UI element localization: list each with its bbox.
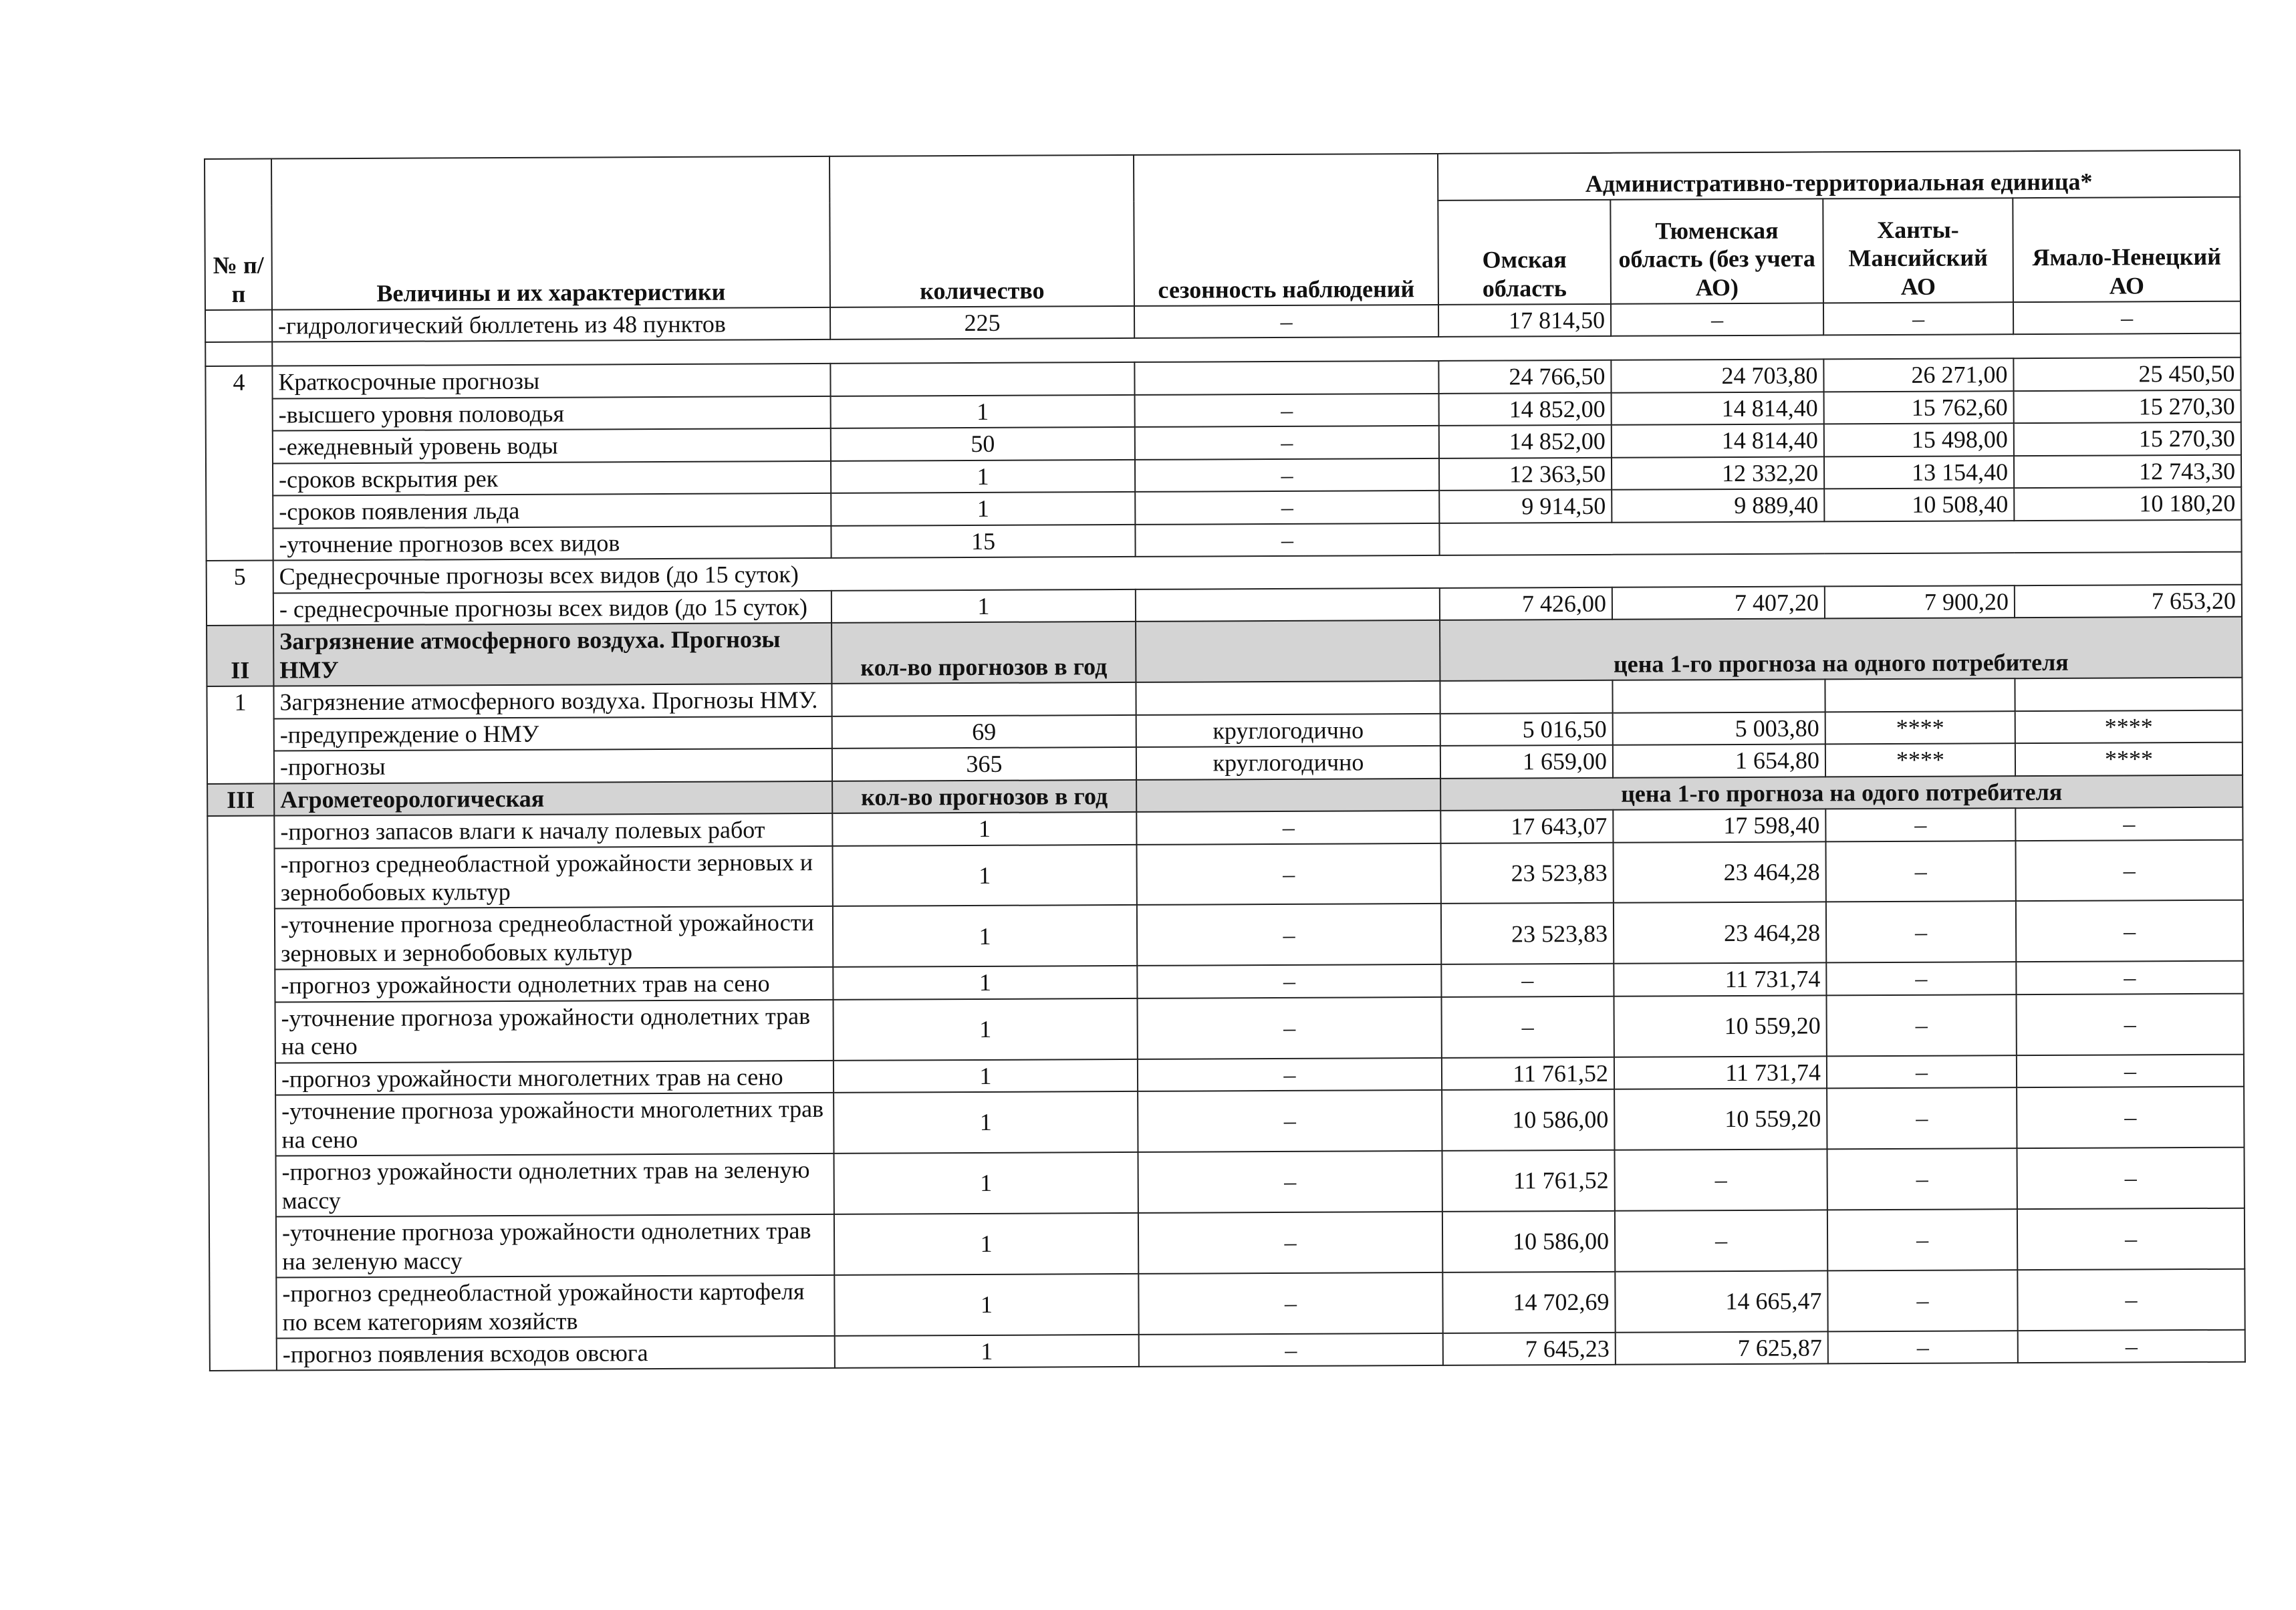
row-season: – <box>1137 964 1441 998</box>
row-qty: 1 <box>834 1213 1138 1275</box>
row-season: – <box>1139 1333 1443 1367</box>
row-value-yanao: 10 180,20 <box>2014 487 2241 521</box>
row-values-empty <box>1439 520 2241 556</box>
row-value-tyumen: 7 625,87 <box>1616 1331 1828 1365</box>
row-season: круглогодично <box>1136 714 1440 747</box>
header-qty: количество <box>830 155 1134 307</box>
row-value-tyumen: 17 598,40 <box>1613 809 1825 842</box>
row-name: -прогноз среднеобластной урожайности картофеля по всем категориям хозяйств <box>276 1275 834 1339</box>
header-region-yanao: Ямало-Ненецкий АО <box>2013 197 2241 302</box>
row-value-omsk: 7 645,23 <box>1443 1333 1616 1366</box>
row-name: - среднесрочные прогнозы всех видов (до 15 суток) <box>273 591 832 626</box>
row-value-omsk: 11 761,52 <box>1442 1150 1614 1212</box>
row-value-tyumen: 12 332,20 <box>1612 456 1824 490</box>
row-season <box>1136 588 1440 622</box>
section-qty-label: кол-во прогнозов в год <box>832 622 1136 684</box>
row-qty: 1 <box>832 844 1136 906</box>
row-qty: 1 <box>833 966 1137 999</box>
row-name: -прогноз появления всходов овсюга <box>277 1336 835 1371</box>
header-region-khmao: Ханты-Мансийский АО <box>1823 198 2013 303</box>
row-qty: 50 <box>831 427 1135 460</box>
row-value-yanao: – <box>2015 807 2243 841</box>
row-season: – <box>1135 426 1439 459</box>
row-name: -прогноз среднеобластной урожайности зерновых и зернобобовых культур <box>275 845 833 909</box>
row-value-khmao: 15 498,00 <box>1824 424 2014 457</box>
table-row <box>209 1208 2245 1278</box>
row-value-khmao: – <box>1827 1270 2017 1331</box>
header-region-omsk: Омская область <box>1438 200 1611 305</box>
row-value-khmao: – <box>1827 1148 2017 1210</box>
row-value-khmao: 15 762,60 <box>1824 391 2014 424</box>
section-qty-label: кол-во прогнозов в год <box>832 779 1136 813</box>
row-qty: 1 <box>833 905 1137 967</box>
row-value-tyumen: 23 464,28 <box>1613 841 1825 903</box>
row-name: -уточнение прогноза урожайности однолетних трав на сено <box>275 1000 834 1063</box>
row-value-khmao: – <box>1825 841 2015 902</box>
row-season: – <box>1134 305 1438 338</box>
row-value-yanao: **** <box>2015 743 2243 776</box>
section-num: II <box>207 626 273 686</box>
row-value-khmao: – <box>1828 1331 2018 1364</box>
row-value-omsk: 7 426,00 <box>1440 587 1612 621</box>
row-value-omsk: 1 659,00 <box>1440 745 1613 779</box>
row-value-khmao: – <box>1823 302 2013 336</box>
row-season: – <box>1136 811 1440 844</box>
row-value-tyumen: 1 654,80 <box>1613 745 1825 778</box>
section-row <box>207 617 2242 686</box>
row-value-khmao: – <box>1827 1209 2017 1270</box>
row-qty: 1 <box>832 589 1136 623</box>
header-admin-unit: Административно-территориальная единица* <box>1438 150 2240 200</box>
row-season: – <box>1138 1212 1442 1274</box>
table-row <box>208 839 2243 909</box>
row-qty: 1 <box>834 1091 1138 1154</box>
row-qty: 225 <box>830 306 1134 340</box>
row-value-yanao: 12 743,30 <box>2014 455 2241 489</box>
row-name: -прогнозы <box>274 749 832 783</box>
row-value-yanao: – <box>2015 839 2243 901</box>
group-title: Краткосрочные прогнозы <box>272 364 830 398</box>
row-qty: 1 <box>835 1335 1139 1368</box>
row-value-omsk: 23 523,83 <box>1440 842 1613 904</box>
row-value-khmao: – <box>1827 1055 2017 1089</box>
header-name: Величины и их характеристики <box>271 156 830 310</box>
section-num: III <box>207 783 274 816</box>
row-value-yanao: – <box>2017 1148 2244 1209</box>
header-row-1 <box>205 150 2240 206</box>
row-value-yanao: – <box>2016 994 2243 1055</box>
row-value-tyumen: 11 731,74 <box>1614 963 1826 996</box>
row-qty: 365 <box>832 747 1136 781</box>
group-num: 4 <box>205 366 273 561</box>
row-name: -уточнение прогноза урожайности многолетних трав на сено <box>275 1093 834 1156</box>
section-num-cell <box>207 816 277 1371</box>
group-num: 5 <box>207 561 273 626</box>
row-value-tyumen: 10 559,20 <box>1614 1089 1827 1150</box>
row-value-omsk: 14 852,00 <box>1439 425 1612 458</box>
section-price-label: цена 1-го прогноза на одного потребителя <box>1440 617 2242 681</box>
row-value-tyumen: 14 814,40 <box>1612 392 1824 425</box>
table-row <box>209 994 2244 1063</box>
row-value-yanao: – <box>2018 1330 2245 1363</box>
row-name: -высшего уровня половодья <box>273 396 831 431</box>
row-value-omsk: 10 586,00 <box>1442 1211 1615 1272</box>
row-qty: 1 <box>834 1059 1138 1093</box>
row-name: -уточнение прогноза среднеобластной урожайности зерновых и зернобобовых культур <box>275 906 833 970</box>
row-value-yanao: – <box>2016 961 2243 994</box>
row-season: – <box>1138 1151 1442 1213</box>
header-num: № п/п <box>205 159 272 310</box>
row-name: -предупреждение о НМУ <box>274 716 832 751</box>
row-name: -уточнение прогноза урожайности однолетних трав на зеленую массу <box>276 1214 834 1278</box>
section-price-label: цена 1-го прогноза на одого потребителя <box>1440 775 2243 811</box>
row-season: – <box>1138 1058 1442 1091</box>
row-value-omsk: 10 586,00 <box>1442 1089 1614 1151</box>
row-value-tyumen: 5 003,80 <box>1613 712 1825 745</box>
row-value-khmao: – <box>1826 962 2016 996</box>
row-season: – <box>1135 394 1439 427</box>
tariff-table <box>204 150 2246 1372</box>
row-value-omsk: 14 702,69 <box>1442 1272 1615 1333</box>
row-value-khmao: 13 154,40 <box>1824 456 2014 489</box>
section-title: Агрометеорологическая <box>274 781 832 815</box>
row-value-tyumen: 14 665,47 <box>1615 1270 1827 1332</box>
row-qty: 15 <box>831 525 1135 558</box>
row-value-yanao: 7 653,20 <box>2015 584 2242 618</box>
group-total-khmao: 26 271,00 <box>1823 359 2013 392</box>
row-value-omsk: – <box>1441 996 1614 1058</box>
row-value-yanao: – <box>2017 1054 2244 1087</box>
row-name: -сроков вскрытия рек <box>273 461 831 496</box>
row-qty: 1 <box>831 395 1135 428</box>
row-value-tyumen: – <box>1614 1150 1827 1211</box>
row-value-khmao: 10 508,40 <box>1824 489 2014 522</box>
row-value-tyumen: 14 814,40 <box>1612 424 1824 458</box>
row-name: -ежедневный уровень воды <box>273 428 831 463</box>
row-num <box>205 310 272 343</box>
row-value-tyumen: 23 464,28 <box>1614 902 1826 964</box>
row-value-khmao: – <box>1825 808 2015 841</box>
row-qty: 69 <box>832 715 1136 749</box>
row-value-omsk: 12 363,50 <box>1439 458 1612 491</box>
row-value-yanao: 15 270,30 <box>2014 422 2241 456</box>
row-qty: 1 <box>831 492 1135 525</box>
row-qty: 1 <box>834 1152 1138 1214</box>
row-name: -сроков появления льда <box>273 493 831 528</box>
row-name: -прогноз урожайности однолетних трав на зеленую массу <box>276 1154 834 1217</box>
row-season: – <box>1135 491 1439 524</box>
group-total-yanao: 25 450,50 <box>2013 358 2241 391</box>
row-value-omsk: 14 852,00 <box>1439 393 1612 426</box>
row-value-yanao: – <box>2016 900 2243 962</box>
row-value-yanao: 15 270,30 <box>2014 390 2241 424</box>
group-total-tyumen: 24 703,80 <box>1611 360 1823 393</box>
row-season: круглогодично <box>1136 746 1440 779</box>
row-qty: 1 <box>834 1274 1138 1336</box>
row-value-yanao: – <box>2017 1087 2244 1148</box>
group-title: Среднесрочные прогнозы всех видов (до 15 суток) <box>273 552 2242 593</box>
row-value-tyumen: – <box>1615 1210 1827 1272</box>
row-value-yanao: – <box>2017 1269 2245 1331</box>
row-value-omsk: 17 814,50 <box>1438 304 1611 338</box>
row-value-khmao: **** <box>1825 711 2015 745</box>
row-qty: 1 <box>832 812 1136 845</box>
table-row <box>209 1269 2245 1339</box>
row-season: – <box>1135 523 1439 557</box>
subgroup-num: 1 <box>207 686 274 784</box>
row-qty: 1 <box>834 998 1138 1061</box>
row-season: – <box>1138 1090 1442 1152</box>
header-season: сезонность наблюдений <box>1134 154 1438 306</box>
row-value-yanao: – <box>2013 301 2241 335</box>
row-value-tyumen: 7 407,20 <box>1612 586 1825 620</box>
row-name: -прогноз запасов влаги к началу полевых работ <box>274 813 832 848</box>
row-season: – <box>1138 1272 1442 1335</box>
section-title: Загрязнение атмосферного воздуха. Прогнозы НМУ <box>273 623 832 686</box>
table-row <box>209 1087 2244 1156</box>
table-row <box>209 1148 2245 1217</box>
row-name: -гидрологический бюллетень из 48 пунктов <box>272 307 830 342</box>
row-value-khmao: – <box>1827 1087 2017 1149</box>
row-value-khmao: 7 900,20 <box>1825 585 2015 619</box>
row-season: – <box>1137 904 1441 966</box>
row-value-khmao: – <box>1826 902 2016 963</box>
row-value-tyumen: 10 559,20 <box>1614 995 1826 1057</box>
row-name: -уточнение прогнозов всех видов <box>273 526 831 561</box>
group-total-omsk: 24 766,50 <box>1438 360 1611 394</box>
row-value-khmao: – <box>1826 994 2016 1056</box>
row-season: – <box>1136 843 1440 905</box>
header-region-tyumen: Тюменская область (без учета АО) <box>1610 198 1823 303</box>
row-name: -прогноз урожайности многолетних трав на сено <box>275 1061 834 1095</box>
row-value-omsk: 23 523,83 <box>1441 903 1614 964</box>
row-season: – <box>1135 458 1439 492</box>
row-value-yanao: **** <box>2015 710 2243 743</box>
row-qty: 1 <box>831 460 1135 493</box>
row-value-tyumen: 11 731,74 <box>1614 1056 1827 1089</box>
row-value-omsk: 17 643,07 <box>1440 810 1613 843</box>
row-season: – <box>1137 997 1441 1059</box>
row-value-omsk: – <box>1441 964 1614 997</box>
row-name: -прогноз урожайности однолетних трав на сено <box>275 967 833 1002</box>
table-row <box>208 900 2243 970</box>
row-value-yanao: – <box>2017 1208 2245 1270</box>
subgroup-title: Загрязнение атмосферного воздуха. Прогнозы НМУ. <box>273 684 832 718</box>
row-value-omsk: 11 761,52 <box>1442 1057 1614 1091</box>
row-value-omsk: 9 914,50 <box>1439 490 1612 523</box>
row-value-tyumen: 9 889,40 <box>1612 489 1824 523</box>
row-value-tyumen: – <box>1611 303 1823 336</box>
row-value-omsk: 5 016,50 <box>1440 712 1613 746</box>
row-value-khmao: **** <box>1825 743 2015 777</box>
